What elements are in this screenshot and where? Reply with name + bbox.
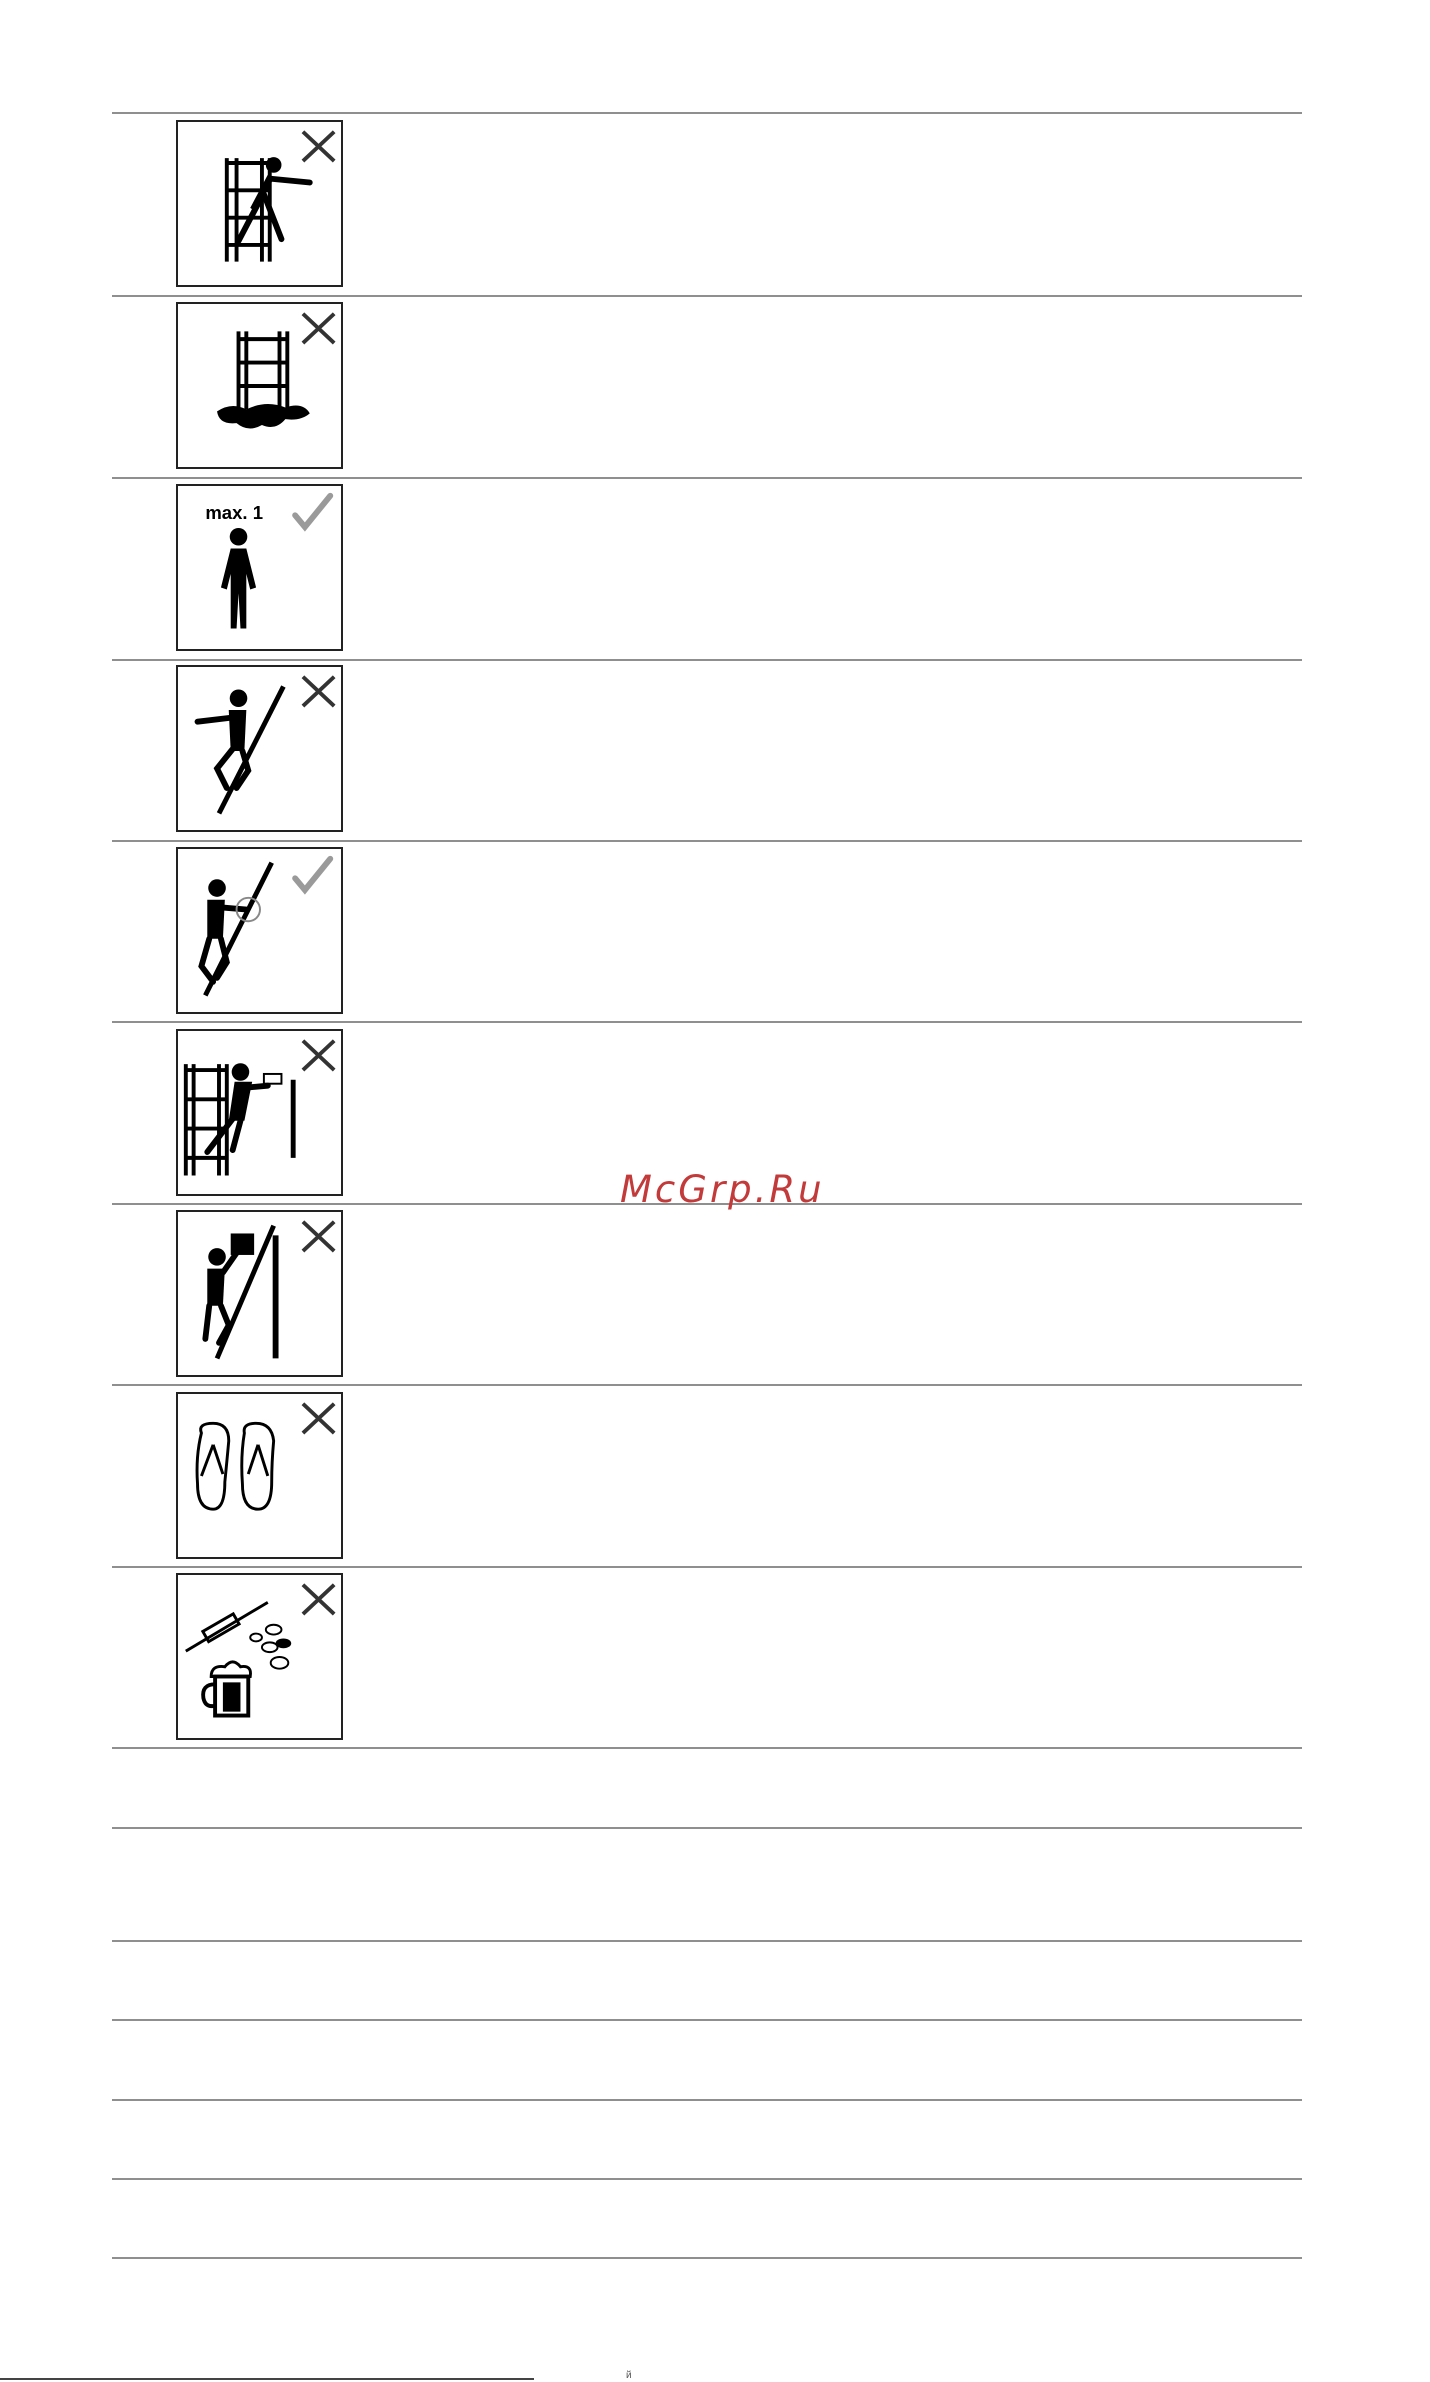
carrying-load-on-ladder-icon: [176, 1210, 343, 1377]
row-divider: [112, 2257, 1302, 2259]
row-divider: [112, 1566, 1302, 1568]
row-divider: [112, 112, 1302, 114]
footer-mark: й: [626, 2370, 632, 2381]
row-divider: [112, 659, 1302, 661]
row-divider: [112, 1827, 1302, 1829]
footer-line: [0, 2378, 534, 2380]
max-persons-label: max. 1: [205, 502, 264, 524]
drilling-sideways-on-ladder-icon: [176, 1029, 343, 1196]
row-divider: [112, 1384, 1302, 1386]
climbing-holding-rung-icon: [176, 847, 343, 1014]
climbing-without-holding-icon: [176, 665, 343, 832]
row-divider: [112, 1940, 1302, 1942]
row-divider: [112, 2178, 1302, 2180]
drugs-and-alcohol-icon: [176, 1573, 343, 1740]
person-leaning-from-ladder-icon: [176, 120, 343, 287]
row-divider: [112, 295, 1302, 297]
flip-flops-icon: [176, 1392, 343, 1559]
row-divider: [112, 2019, 1302, 2021]
one-person-max-icon: [176, 484, 343, 651]
row-divider: [112, 477, 1302, 479]
row-divider: [112, 840, 1302, 842]
row-divider: [112, 2099, 1302, 2101]
row-divider: [112, 1021, 1302, 1023]
watermark: McGrp.Ru: [620, 1168, 825, 1211]
row-divider: [112, 1747, 1302, 1749]
ladder-on-unstable-ground-icon: [176, 302, 343, 469]
